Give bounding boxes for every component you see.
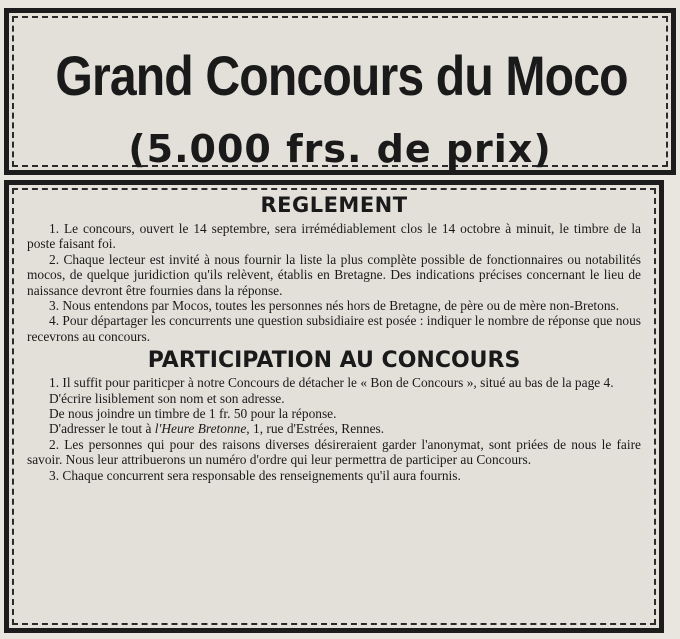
participation-item-3: 3. Chaque concurrent sera responsable des renseignements qu'il aura fournis. — [49, 467, 461, 483]
step-send-address: , 1, rue d'Estrées, Rennes. — [246, 421, 385, 437]
rule-3: 3. Nous entendons par Mocos, toutes les personnes nés hors de Bretagne, de père ou de mère non-Bretons. — [49, 298, 620, 314]
participation-item-1: 1. Il suffit pour pariticper à notre Concours de détacher le « Bon de Concours », situé au bas de la page 4. — [49, 375, 614, 391]
newspaper-name: l'Heure Bretonne — [154, 421, 247, 437]
reglement-heading: REGLEMENT — [260, 193, 408, 217]
page-title: Grand Concours du Moco — [55, 44, 628, 107]
step-send-prefix: D'adresser le tout à — [49, 421, 152, 437]
title-box — [4, 8, 676, 175]
rule-2: 2. Chaque lecteur est invité à nous fournir la liste la plus complète possible de fonctionnaires ou notabilités mocos, de quelque juridiction qu'ils relèvent, établis en Bretagne. Des indications précises concernant le lieu de naissance devront être fournies dans la réponse. — [27, 251, 641, 298]
step-write-name: D'écrire lisiblement son nom et son adresse. — [49, 390, 285, 406]
participation-item-2: 2. Les personnes qui pour des raisons diverses désireraient garder l'anonymat, sont priées de nous le faire savoir. Nous leur attribuerons un numéro d'ordre qui leur permettra de participer au Concours. — [27, 436, 641, 468]
rules-content — [27, 189, 641, 483]
step-send — [27, 421, 641, 436]
rules-box — [4, 180, 664, 633]
participation-steps — [27, 391, 641, 437]
participation-heading: PARTICIPATION AU CONCOURS — [147, 348, 521, 374]
rule-1: 1. Le concours, ouvert le 14 septembre, sera irrémédiablement clos le 14 octobre à minuit, le timbre de la poste faisant foi. — [27, 221, 641, 252]
prize-subtitle: (5.000 frs. de prix) — [128, 127, 552, 171]
rule-4: 4. Pour départager les concurrents une question subsidiaire est posée : indiquer le nombre de réponse que nous recevrons au concours. — [27, 313, 641, 344]
step-stamp: De nous joindre un timbre de 1 fr. 50 pour la réponse. — [49, 406, 337, 422]
